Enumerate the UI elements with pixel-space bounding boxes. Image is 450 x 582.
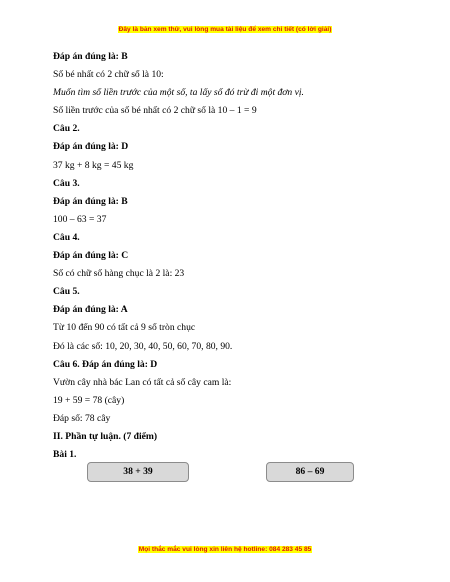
text-line: Số bé nhất có 2 chữ số là 10:	[53, 69, 164, 81]
text-line: Từ 10 đến 90 có tất cả 9 số tròn chục	[53, 322, 196, 334]
question-heading: Câu 5.	[53, 286, 80, 298]
text-line: Số liền trước của số bé nhất có 2 chữ số là 10 – 1 = 9	[53, 105, 257, 117]
text-line: Số có chữ số hàng chục là 2 là: 23	[53, 268, 185, 280]
question-heading: Câu 6. Đáp án đúng là: D	[53, 358, 158, 370]
answer-line: Đáp án đúng là: B	[53, 51, 128, 62]
answer-line: Đáp án đúng là: A	[53, 304, 128, 316]
question-heading: Câu 4.	[53, 231, 80, 243]
answer-line: Đáp án đúng là: B	[53, 195, 128, 207]
calculation-box-1: 38 + 39	[87, 462, 189, 482]
question-heading: Câu 2.	[53, 123, 80, 135]
question-heading: Câu 3.	[53, 177, 80, 189]
answer-line: Đáp án đúng là: D	[53, 141, 129, 153]
text-line: 19 + 59 = 78 (cây)	[53, 394, 125, 406]
preview-notice-text: Đây là bản xem thử, vui lòng mua tài liệu để xem chi tiết (có lời giải)	[118, 26, 332, 33]
text-line: 100 – 63 = 37	[53, 213, 107, 225]
text-line: Đó là các số: 10, 20, 30, 40, 50, 60, 70, 80, 90.	[53, 340, 233, 352]
rule-note: Muốn tìm số liền trước của một số, ta lấy số đó trừ đi một đơn vị.	[53, 87, 304, 99]
answer-line: Đáp án đúng là: C	[53, 250, 129, 262]
text-line: Vườn cây nhà bác Lan có tất cả số cây cam là:	[53, 376, 232, 388]
hotline-text: Mọi thắc mắc vui lòng xin liên hệ hotline: 084 283 45 85	[138, 546, 312, 553]
exercise-heading: Bài 1.	[53, 449, 77, 461]
document-body	[53, 50, 403, 466]
calculation-box-2: 86 – 69	[266, 462, 354, 482]
preview-notice-banner	[0, 26, 450, 33]
text-line: Đáp số: 78 cây	[53, 412, 111, 424]
section-heading: II. Phần tự luận. (7 điểm)	[53, 430, 158, 442]
hotline-banner	[0, 546, 450, 553]
text-line: 37 kg + 8 kg = 45 kg	[53, 159, 134, 171]
